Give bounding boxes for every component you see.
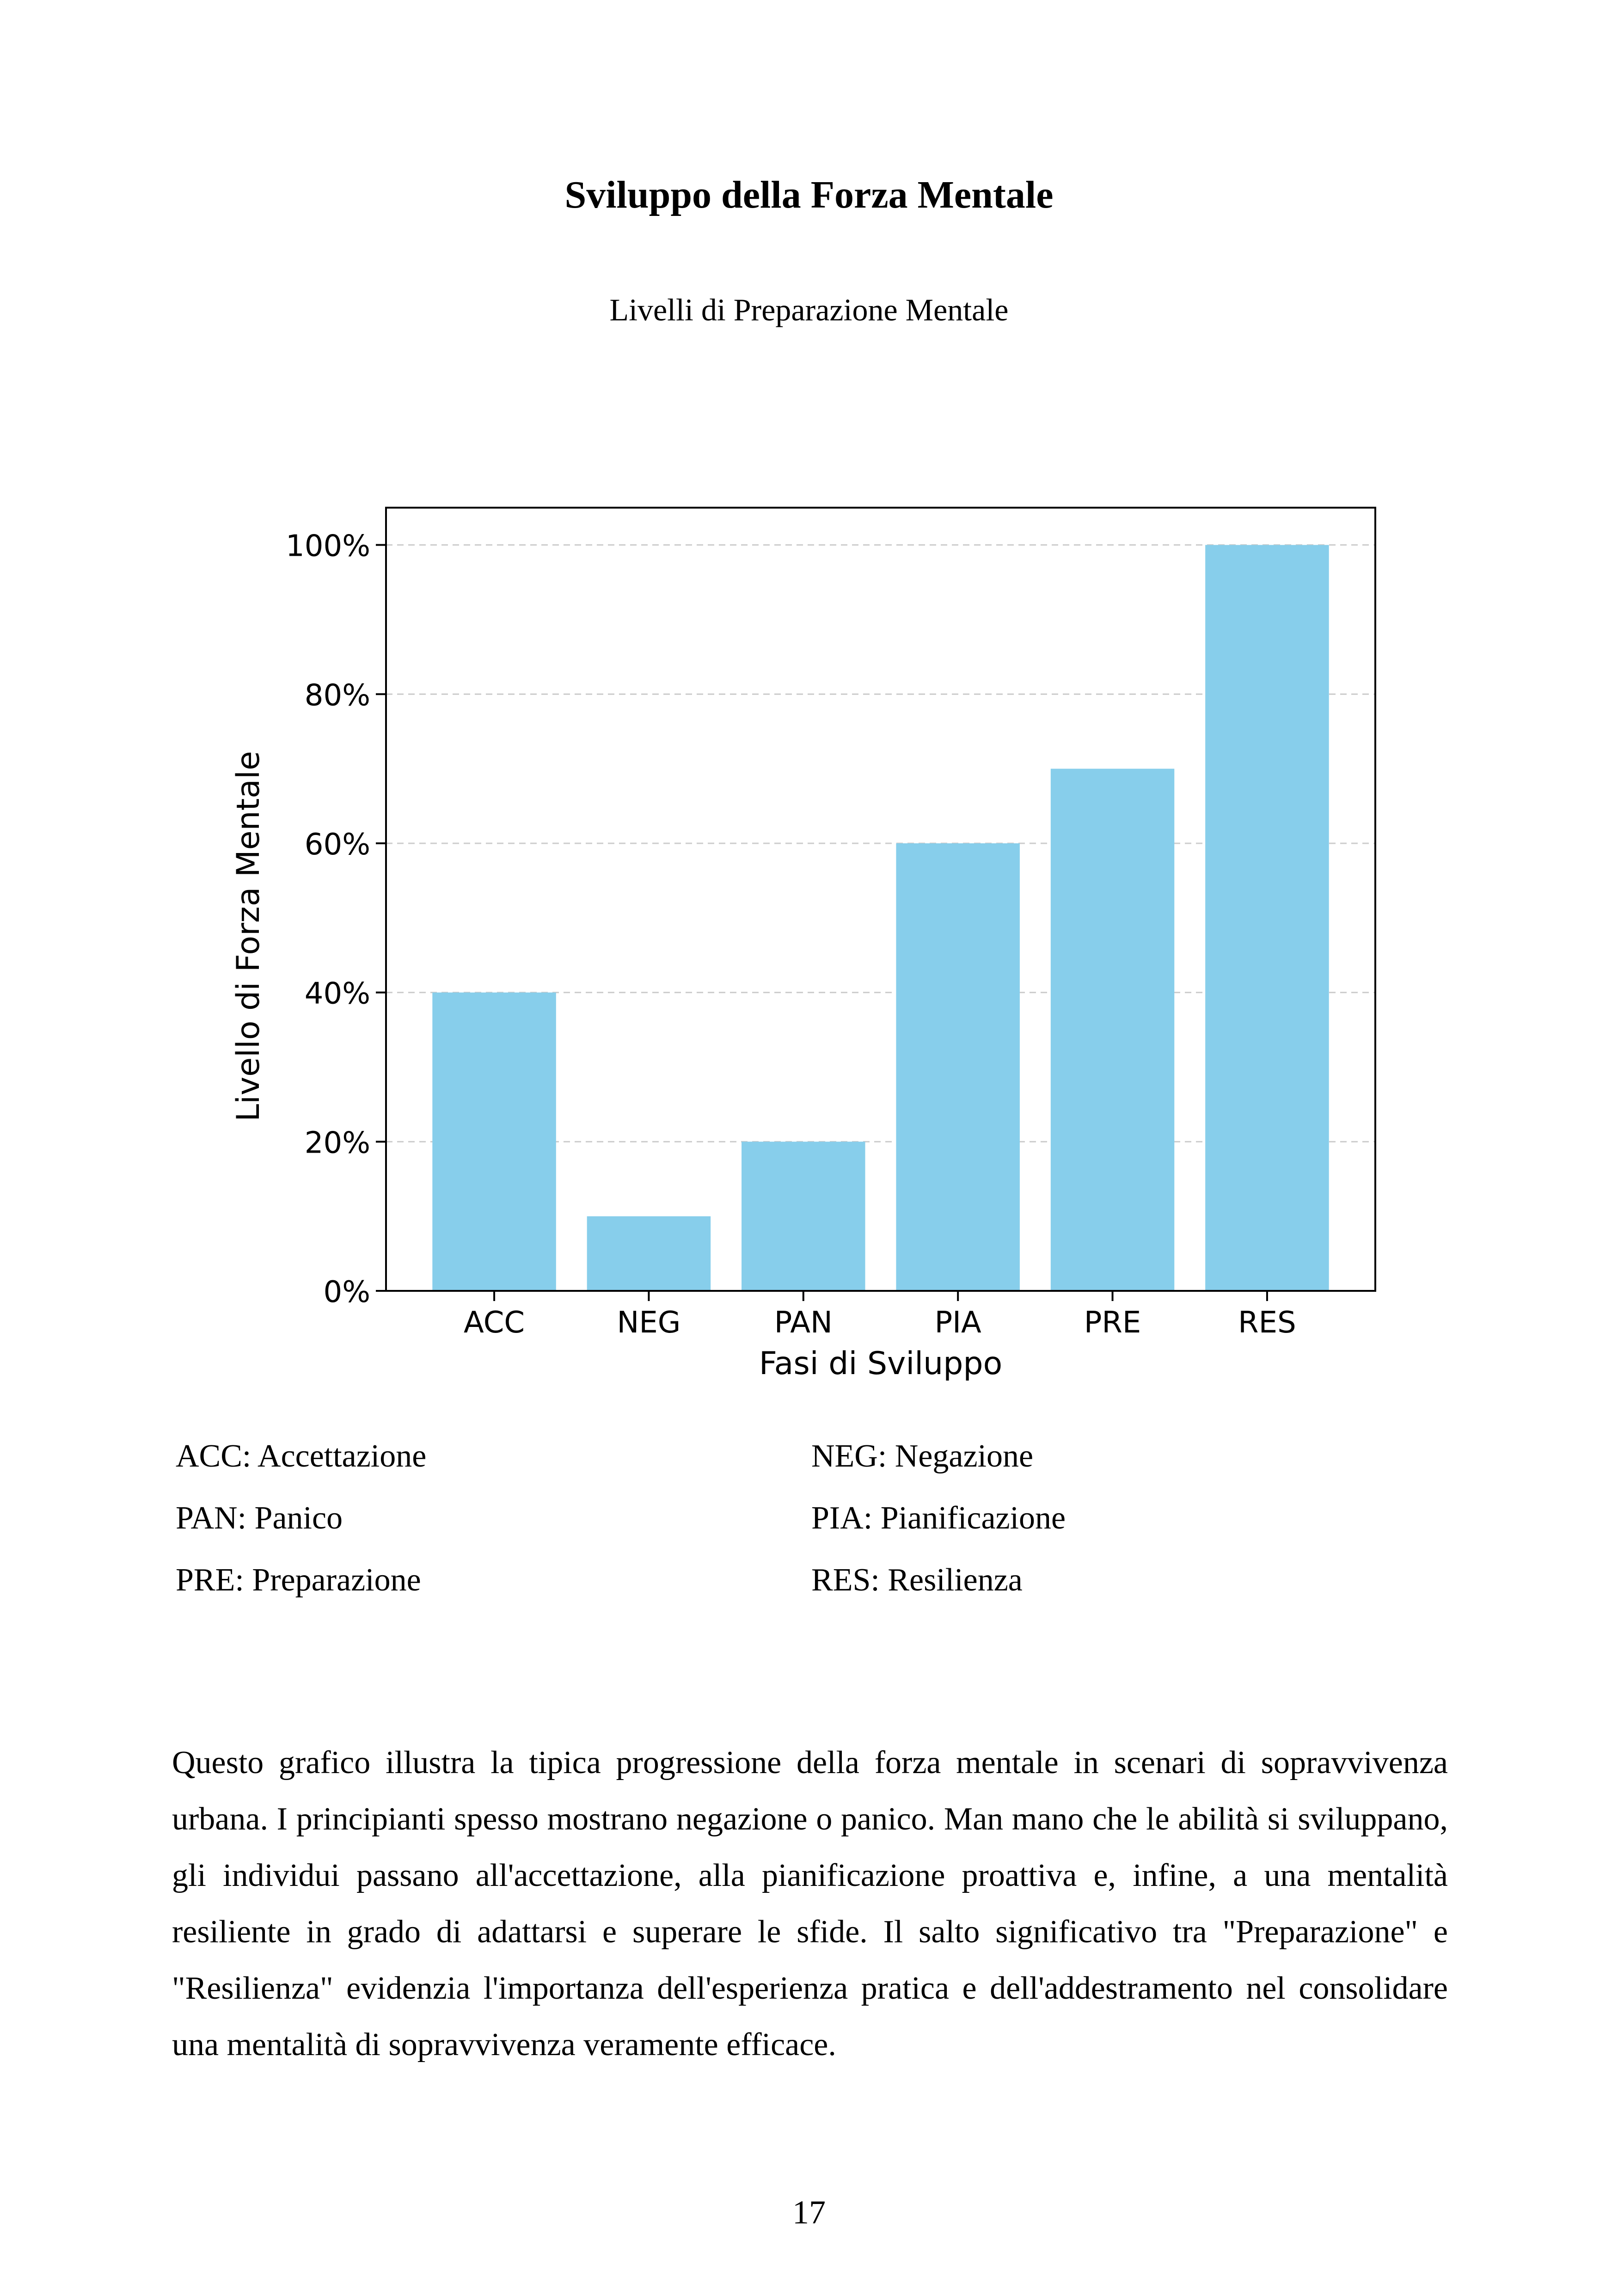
y-axis-label: Livello di Forza Mentale <box>230 751 267 1122</box>
legend-item-pan: PAN: Panico <box>176 1500 343 1536</box>
legend-item-pia: PIA: Pianificazione <box>811 1500 1066 1536</box>
y-axis-ticks <box>286 529 386 1309</box>
bar-res <box>1205 545 1329 1291</box>
bar-pia <box>896 843 1020 1291</box>
bar-pan <box>742 1142 865 1291</box>
y-tick-label: 40% <box>304 976 370 1011</box>
y-tick-label: 20% <box>304 1126 370 1160</box>
legend-item-res: RES: Resilienza <box>811 1562 1023 1598</box>
x-tick-label: RES <box>1238 1306 1296 1340</box>
y-tick-label: 100% <box>286 529 370 564</box>
page-title: Sviluppo della Forza Mentale <box>564 173 1054 216</box>
page-subtitle: Livelli di Preparazione Mentale <box>609 292 1009 327</box>
grid-lines <box>386 545 1375 1142</box>
y-tick-label: 0% <box>323 1275 370 1309</box>
x-tick-label: PIA <box>934 1306 981 1340</box>
legend-item-acc: ACC: Accettazione <box>176 1438 427 1474</box>
plot-frame <box>386 508 1375 1291</box>
bar-acc <box>432 993 556 1291</box>
x-tick-label: PRE <box>1084 1306 1141 1340</box>
x-tick-label: PAN <box>774 1306 833 1340</box>
y-tick-label: 60% <box>304 828 370 862</box>
x-tick-label: NEG <box>617 1306 681 1340</box>
page-number: 17 <box>792 2194 826 2231</box>
bar-pre <box>1051 769 1175 1291</box>
x-axis-ticks <box>464 1291 1296 1340</box>
x-tick-label: ACC <box>464 1306 525 1340</box>
bar-neg <box>587 1216 711 1291</box>
body-paragraph: Questo grafico illustra la tipica progressione della forza mentale in scenari di sopravvivenza urbana. I principianti spesso mostrano negazione o panico. Man mano che le abilità si sviluppano, gli individui passano all'accettazione, alla pianificazione proattiva e, infine, a una mentalità resiliente in grado di adattarsi e superare le sfide. Il salto significativo tra "Preparazione" e "Resilienza" evidenzia l'importanza dell'esperienza pratica e dell'addestramento nel consolidare una mentalità di sopravvivenza veramente efficace. <box>172 1745 1448 2063</box>
bars <box>432 545 1329 1291</box>
y-tick-label: 80% <box>304 678 370 713</box>
legend-item-neg: NEG: Negazione <box>811 1438 1034 1474</box>
x-axis-label: Fasi di Sviluppo <box>759 1345 1003 1382</box>
legend-item-pre: PRE: Preparazione <box>176 1562 421 1598</box>
